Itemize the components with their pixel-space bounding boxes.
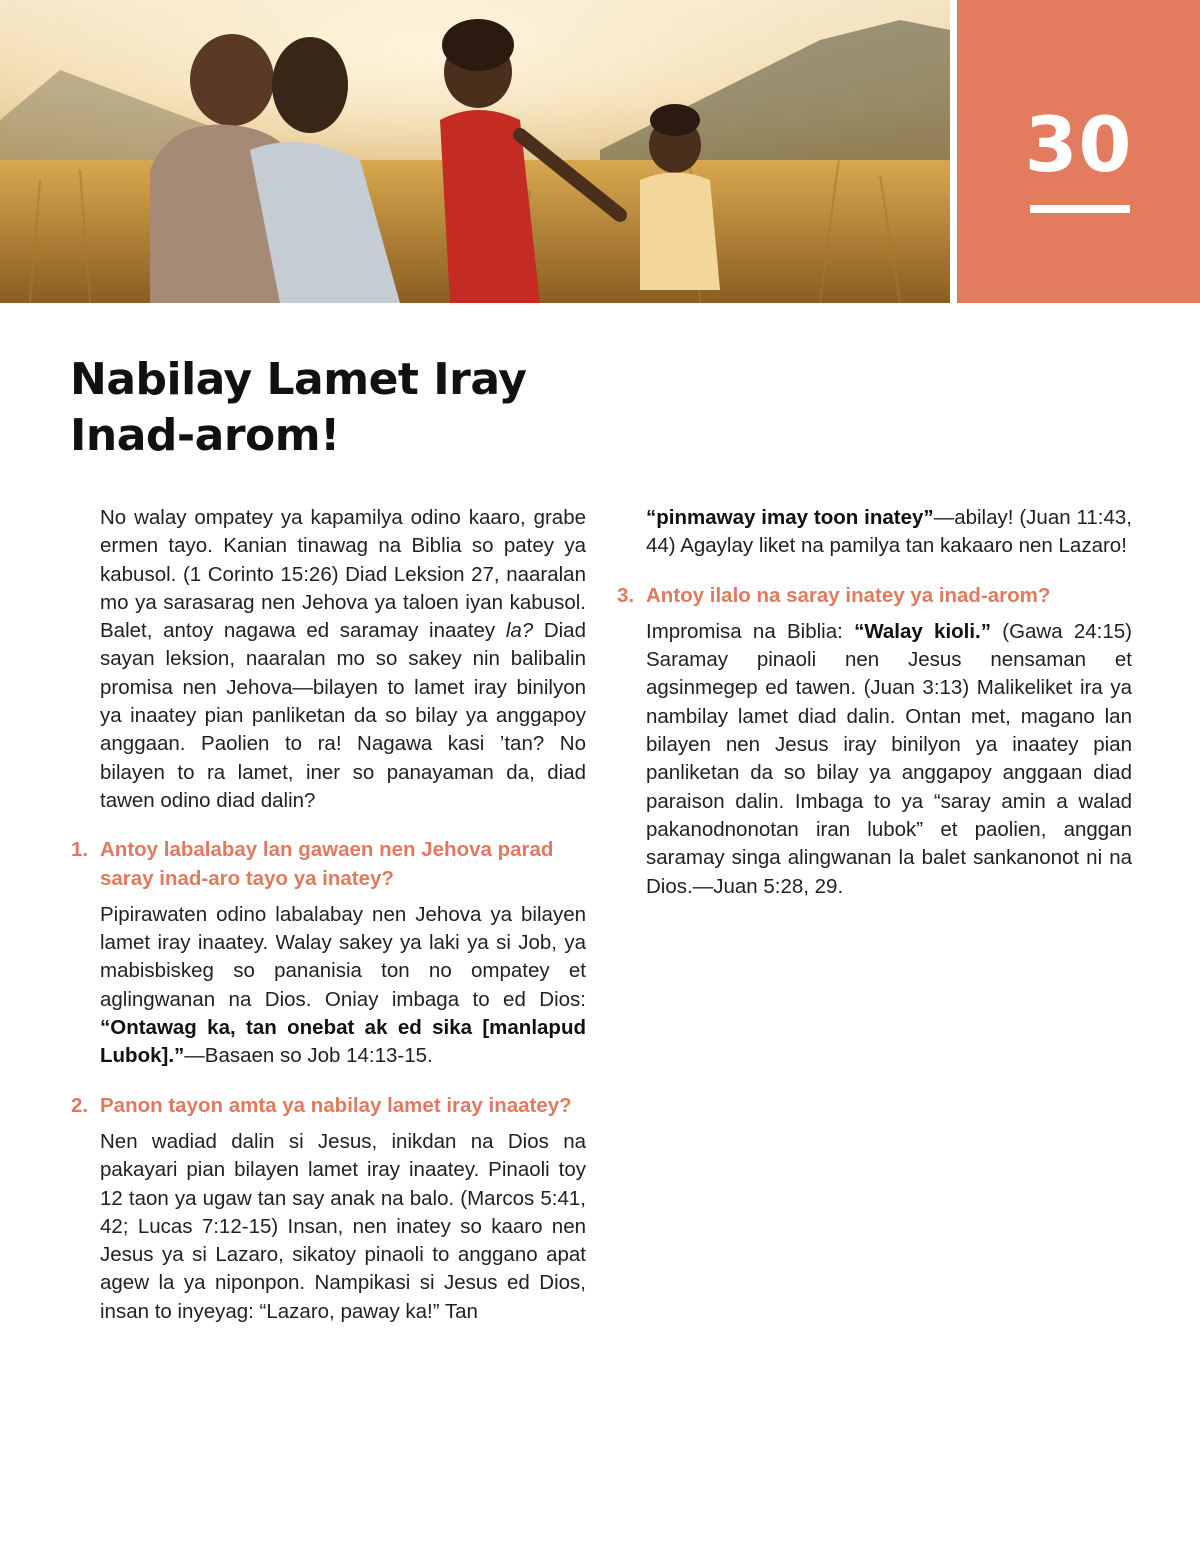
intro-text: No walay ompatey ya kapamilya odino kaaro, grabe ermen tayo. Kanian tinawag na Biblia so patey ya kabusol. (1 Corinto 15:26) Diad Leksion 27, naaralan mo ya sarasarag nen Jehova ya taloen iyan kabusol. Balet, antoy nagawa ed saramay inaatey — [100, 506, 586, 643]
answer-2-paragraph-continued: “pinmaway imay toon inatey”—abilay! (Juan 11:43, 44) Agaylay liket na pamilya tan kakaaro nen Lazaro! — [646, 506, 1132, 558]
answer-1-paragraph — [100, 901, 586, 1071]
question-1-text: Antoy labalabay lan gawaen nen Jehova parad saray inad-aro tayo ya inatey? — [100, 838, 554, 890]
answer-3-text-cont: (Gawa 24:15) Saramay pinaoli nen Jesus nensaman et agsinmegep ed tawen. (Juan 3:13) Malikeliket ira ya nambilay lamet diad dalin. Ontan met, magano lan bilayen nen Jesus iray binilyon ya inaatey pian panliketan da so bilay ya anggapoy anggaan diad paraison dalin. Imbaga to ya “saray amin a walad pakanodnonotan iran lubok” et paolien, anggan saramay singa alingwanan la balet sankanonot ni na Dios.—Juan 5:28, 29. — [646, 619, 1132, 898]
lesson-number: 30 — [1024, 100, 1133, 189]
question-1-number: 1. — [71, 838, 89, 862]
intro-paragraph — [100, 504, 586, 815]
lesson-number-underline — [1030, 205, 1130, 213]
title-line-1: Nabilay Lamet Iray — [70, 354, 527, 405]
intro-emphasis: la? — [505, 619, 534, 643]
answer-3-paragraph — [646, 618, 1132, 901]
question-3-text: Antoy ilalo na saray inatey ya inad-arom? — [646, 583, 1051, 607]
intro-text-cont: Diad sayan leksion, naaralan mo so sakey nin balibalin promisa nen Jehova—bilayen to lamet iray binilyon ya inaatey pian panliketan da so bilay ya anggapoy anggaan. Paolien to ra! Nagawa kasi ’tan? No bilayen to ra lamet, iner so panayaman da, diad tawen odino diad dalin? — [100, 619, 586, 812]
title-line-2: Inad-arom! — [70, 410, 340, 461]
question-2-number: 2. — [71, 1093, 89, 1117]
left-column — [71, 504, 586, 1326]
family-photo-image — [0, 0, 950, 303]
answer-1-reference: —Basaen so Job 14:13-15. — [184, 1044, 433, 1068]
question-3 — [617, 582, 1132, 610]
question-1 — [71, 836, 586, 893]
answer-3-text: Impromisa na Biblia: — [646, 619, 855, 643]
question-2-text: Panon tayon amta ya nabilay lamet iray inaatey? — [100, 1093, 572, 1117]
question-2 — [71, 1092, 586, 1120]
answer-1-quote: “Ontawag ka, tan onebat ak ed sika [manlapud Lubok].” — [100, 1016, 586, 1068]
right-column — [617, 504, 1132, 901]
page-title — [70, 352, 770, 464]
answer-3-quote: “Walay kioli.” — [854, 619, 991, 643]
answer-1-text: Pipirawaten odino labalabay nen Jehova ya bilayen lamet iray inaatey. Walay sakey ya laki ya si Job, ya mabisbiskeg so pananisia ton no ompatey et aglingwanan na Dios. Oniay imbaga to ed Dios: — [100, 902, 586, 1011]
answer-2-paragraph: Nen wadiad dalin si Jesus, inikdan na Dios na pakayari pian bilayen lamet iray inaatey. Pinaoli toy 12 taon ya ugaw tan say anak na balo. (Marcos 5:41, 42; Lucas 7:12-15) Insan, nen inatey so kaaro nen Jesus ya si Lazaro, sikatoy pinaoli to anggano apat agew la ya niponpon. Nampikasi si Jesus ed Dios, insan to inyeyag: “Lazaro, paway ka!” Tan — [100, 1129, 586, 1323]
lesson-number-box — [957, 0, 1200, 303]
question-3-number: 3. — [617, 583, 635, 607]
hero-photo — [0, 0, 950, 303]
